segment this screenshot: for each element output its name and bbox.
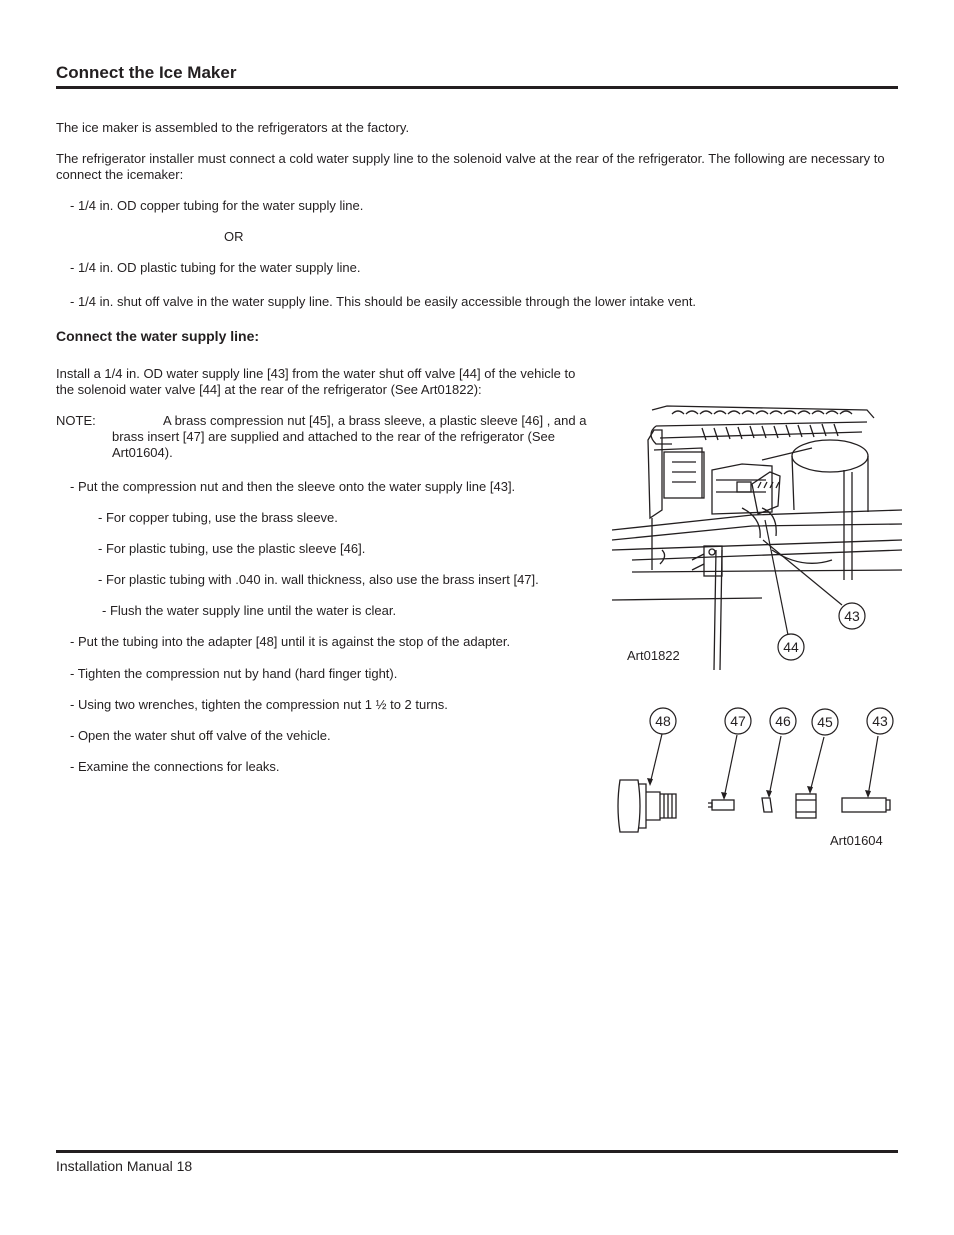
footer-rule: [56, 1150, 898, 1153]
note-label: NOTE:: [56, 413, 96, 428]
callout-43: 43: [844, 608, 860, 624]
callout-45: 45: [817, 714, 833, 730]
requirement-valve: - 1/4 in. shut off valve in the water supply line. This should be easily accessible through the lower intake vent.: [70, 294, 697, 309]
step-8: - Using two wrenches, tighten the compression nut 1 ½ to 2 turns.: [70, 697, 448, 712]
note-text: A brass compression nut [45], a brass sleeve, a plastic sleeve [46] , and a brass insert [47] are supplied and attached to the rear of the refrigerator (See Art01604).: [112, 413, 587, 460]
subheading: Connect the water supply line:: [56, 328, 260, 344]
header-rule: [56, 86, 898, 89]
requirement-copper: - 1/4 in. OD copper tubing for the water supply line.: [70, 198, 364, 213]
figure1-caption: Art01822: [627, 648, 680, 663]
install-paragraph: Install a 1/4 in. OD water supply line [43] from the water shut off valve [44] of the vehicle to the solenoid water valve [44] at the rear of the refrigerator (See Art01822):: [56, 366, 576, 397]
note-text-container: [56, 413, 604, 461]
requirement-or: OR: [224, 229, 244, 244]
refrigerator-rear-illustration: [612, 406, 902, 670]
step-5: - Flush the water supply line until the water is clear.: [102, 603, 397, 618]
callout-48: 48: [655, 713, 671, 729]
step-6: - Put the tubing into the adapter [48] until it is against the stop of the adapter.: [70, 634, 511, 649]
intro-paragraph-1: The ice maker is assembled to the refrigerators at the factory.: [56, 120, 410, 135]
step-1: - Put the compression nut and then the sleeve onto the water supply line [43].: [70, 479, 516, 494]
callout-43b: 43: [872, 713, 888, 729]
requirement-plastic: - 1/4 in. OD plastic tubing for the water supply line.: [70, 260, 361, 275]
figure2-caption: Art01604: [830, 833, 883, 848]
callout-47: 47: [730, 713, 746, 729]
section-title: Connect the Ice Maker: [56, 63, 237, 82]
step-3: - For plastic tubing, use the plastic sleeve [46].: [98, 541, 366, 556]
intro-paragraph-2: The refrigerator installer must connect a cold water supply line to the solenoid valve at the rear of the refrigerator. The following are necessary to connect the icemaker:: [56, 151, 885, 182]
callout-46: 46: [775, 713, 791, 729]
step-7: - Tighten the compression nut by hand (hard finger tight).: [70, 666, 398, 681]
step-10: - Examine the connections for leaks.: [70, 759, 280, 774]
callout-44: 44: [783, 639, 799, 655]
fitting-components-illustration: [618, 780, 890, 832]
figure-refrigerator-rear: [612, 400, 902, 670]
step-9: - Open the water shut off valve of the vehicle.: [70, 728, 331, 743]
step-4: - For plastic tubing with .040 in. wall thickness, also use the brass insert [47].: [98, 572, 539, 587]
figure-fitting-components: [612, 700, 902, 840]
step-2: - For copper tubing, use the brass sleeve.: [98, 510, 338, 525]
footer-page-label: Installation Manual 18: [56, 1158, 193, 1174]
